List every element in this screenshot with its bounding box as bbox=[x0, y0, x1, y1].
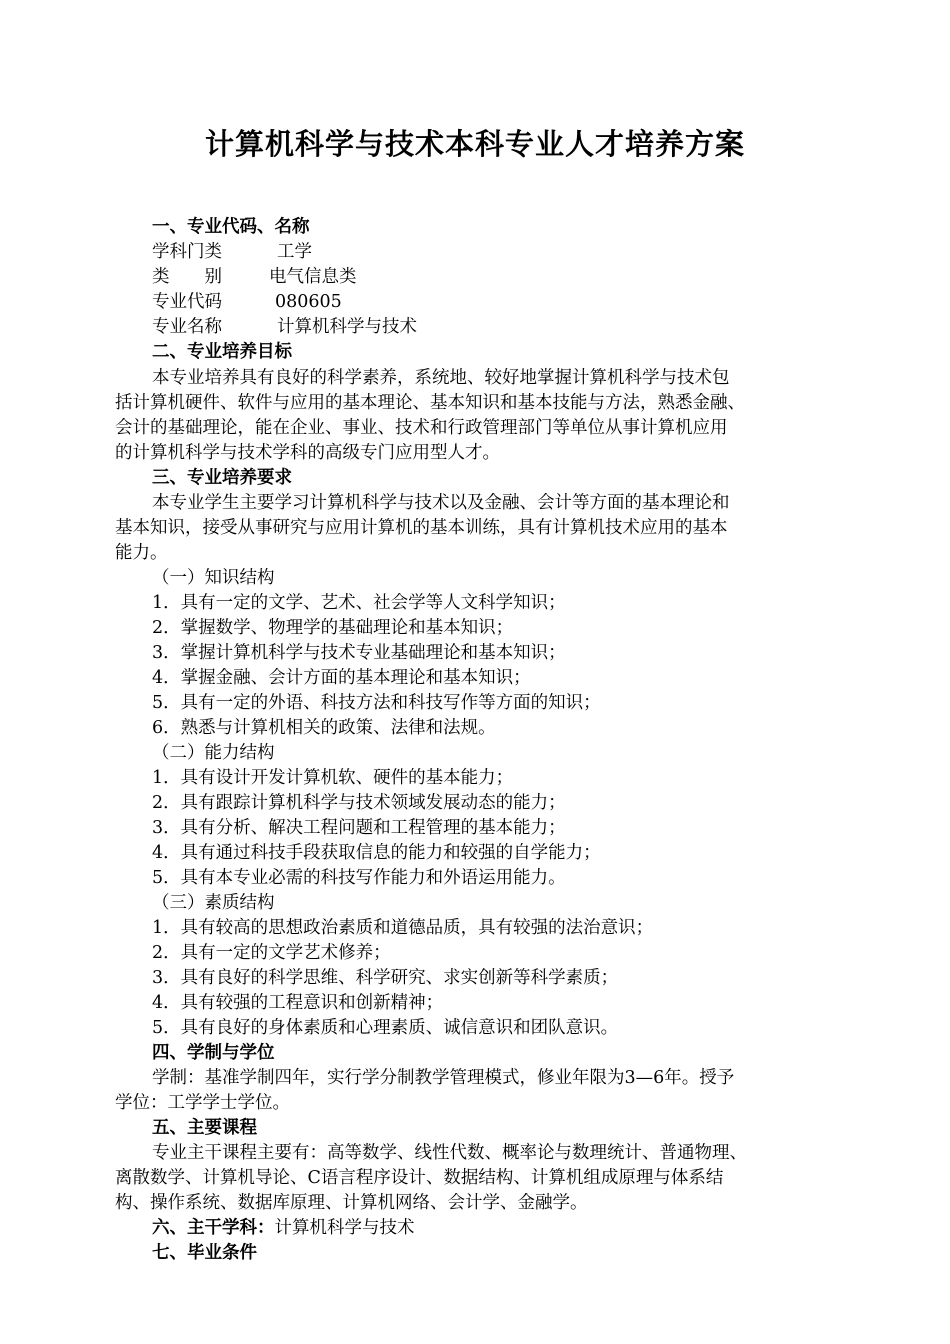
info-value: 电气信息类 bbox=[269, 267, 357, 287]
section-6-line bbox=[152, 1216, 415, 1240]
list-item: 5．具有一定的外语、科技方法和科技写作等方面的知识； bbox=[152, 693, 601, 713]
section-7-heading: 七、毕业条件 bbox=[152, 1243, 257, 1263]
paragraph-line: 专业主干课程主要有：高等数学、线性代数、概率论与数理统计、普通物理、 bbox=[152, 1143, 747, 1163]
section-5-heading: 五、主要课程 bbox=[152, 1118, 257, 1138]
info-label: 专业名称 bbox=[152, 317, 222, 337]
subsection-quality: （三）素质结构 bbox=[152, 893, 275, 913]
list-item: 6．熟悉与计算机相关的政策、法律和法规。 bbox=[152, 718, 496, 738]
subsection-ability: （二）能力结构 bbox=[152, 743, 275, 763]
paragraph-line: 本专业学生主要学习计算机科学与技术以及金融、会计等方面的基本理论和 bbox=[152, 493, 730, 513]
list-item: 5．具有本专业必需的科技写作能力和外语运用能力。 bbox=[152, 868, 566, 888]
list-item: 3．具有分析、解决工程问题和工程管理的基本能力； bbox=[152, 818, 566, 838]
list-item: 4．掌握金融、会计方面的基本理论和基本知识； bbox=[152, 668, 531, 688]
list-item: 4．具有较强的工程意识和创新精神； bbox=[152, 993, 444, 1013]
section-2-heading: 二、专业培养目标 bbox=[152, 342, 292, 362]
list-item: 1．具有一定的文学、艺术、社会学等人文科学知识； bbox=[152, 593, 566, 613]
info-value: 工学 bbox=[277, 242, 312, 262]
info-label: 学科门类 bbox=[152, 242, 222, 262]
section-4-heading: 四、学制与学位 bbox=[152, 1043, 275, 1063]
info-value: 080605 bbox=[275, 292, 342, 312]
paragraph-line: 的计算机科学与技术学科的高级专门应用型人才。 bbox=[115, 443, 500, 463]
list-item: 5．具有良好的身体素质和心理素质、诚信意识和团队意识。 bbox=[152, 1018, 619, 1038]
info-value: 计算机科学与技术 bbox=[277, 317, 417, 337]
info-label: 专业代码 bbox=[152, 292, 222, 312]
section-1-heading: 一、专业代码、名称 bbox=[152, 217, 310, 237]
paragraph-line: 会计的基础理论，能在企业、事业、技术和行政管理部门等单位从事计算机应用 bbox=[115, 418, 728, 438]
subsection-knowledge: （一）知识结构 bbox=[152, 568, 275, 588]
list-item: 3．掌握计算机科学与技术专业基础理论和基本知识； bbox=[152, 643, 566, 663]
list-item: 2．具有一定的文学艺术修养； bbox=[152, 943, 391, 963]
section-6-value: 计算机科学与技术 bbox=[274, 1218, 415, 1238]
list-item: 3．具有良好的科学思维、科学研究、求实创新等科学素质； bbox=[152, 968, 619, 988]
section-6-heading: 六、主干学科： bbox=[152, 1218, 275, 1238]
list-item: 4．具有通过科技手段获取信息的能力和较强的自学能力； bbox=[152, 843, 601, 863]
list-item: 2．具有跟踪计算机科学与技术领域发展动态的能力； bbox=[152, 793, 566, 813]
paragraph-line: 学位：工学学士学位。 bbox=[115, 1093, 290, 1113]
paragraph-line: 本专业培养具有良好的科学素养，系统地、较好地掌握计算机科学与技术包 bbox=[152, 368, 730, 388]
list-item: 1．具有较高的思想政治素质和道德品质，具有较强的法治意识； bbox=[152, 918, 654, 938]
paragraph-line: 基本知识，接受从事研究与应用计算机的基本训练，具有计算机技术应用的基本 bbox=[115, 518, 728, 538]
paragraph-line: 学制：基准学制四年，实行学分制教学管理模式，修业年限为3—6年。授予 bbox=[152, 1068, 735, 1088]
section-3-heading: 三、专业培养要求 bbox=[152, 468, 292, 488]
list-item: 2．掌握数学、物理学的基础理论和基本知识； bbox=[152, 618, 514, 638]
paragraph-line: 括计算机硬件、软件与应用的基本理论、基本知识和基本技能与方法，熟悉金融、 bbox=[115, 393, 745, 413]
page-title: 计算机科学与技术本科专业人才培养方案 bbox=[204, 127, 745, 161]
paragraph-line: 能力。 bbox=[115, 543, 168, 563]
list-item: 1．具有设计开发计算机软、硬件的基本能力； bbox=[152, 768, 514, 788]
info-label: 类 别 bbox=[152, 267, 222, 287]
paragraph-line: 构、操作系统、数据库原理、计算机网络、会计学、金融学。 bbox=[115, 1193, 588, 1213]
paragraph-line: 离散数学、计算机导论、C语言程序设计、数据结构、计算机组成原理与体系结 bbox=[115, 1168, 724, 1188]
